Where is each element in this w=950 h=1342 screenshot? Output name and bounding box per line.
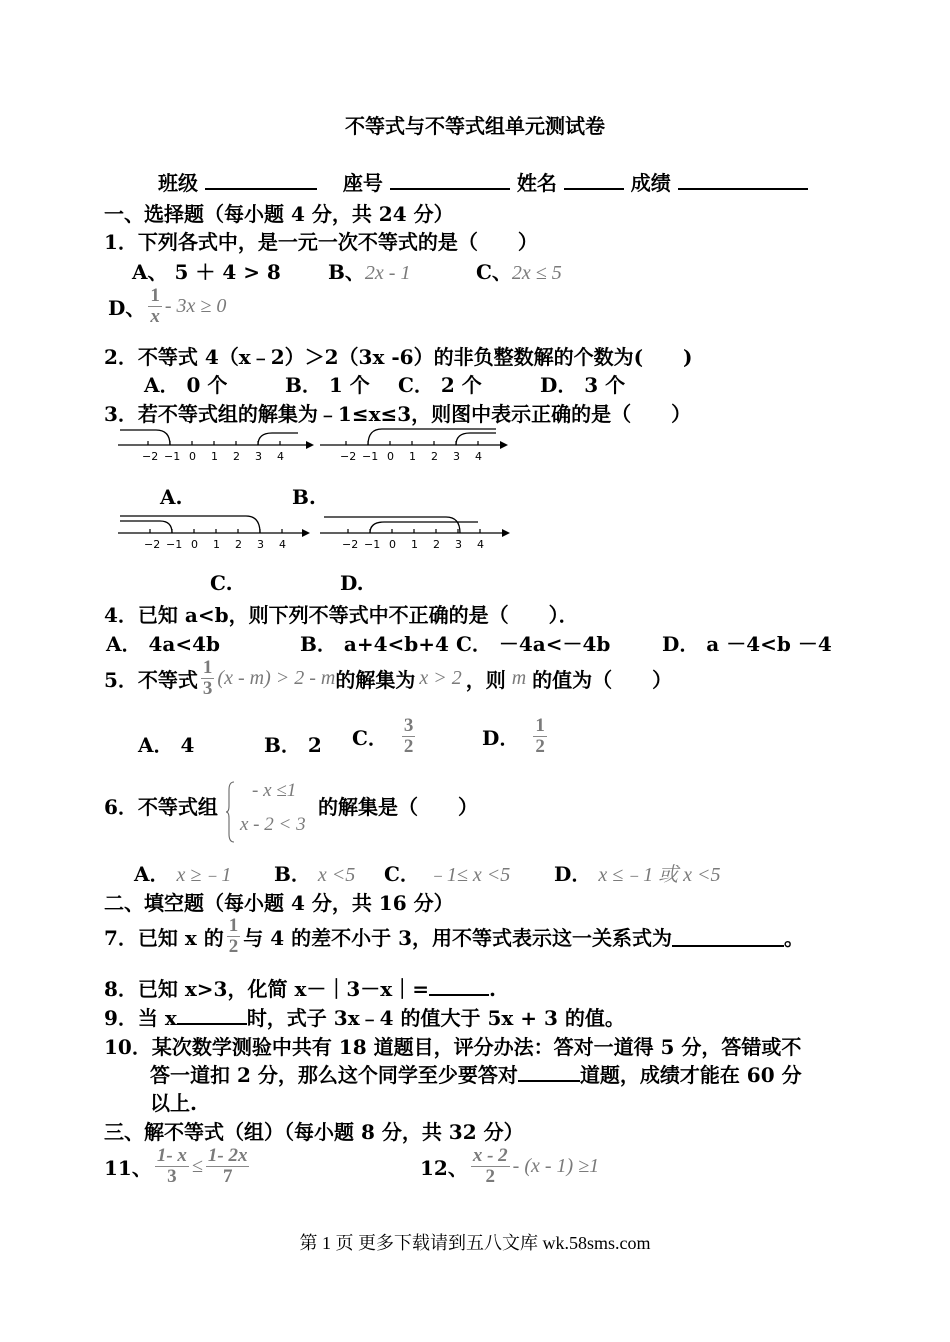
q2-option-d: D． 3 个: [540, 373, 626, 397]
info-line: [158, 167, 808, 196]
q6-stem-pre: 6．不等式组: [104, 795, 218, 819]
score-label: 成绩: [630, 171, 671, 195]
q10-line1: 10．某次数学测验中共有 18 道题目，评分办法：答对一道得 5 分，答错或不: [104, 1035, 802, 1059]
seat-blank[interactable]: [390, 170, 510, 190]
q3-stem: 3．若不等式组的解集为﹣1≤x≤3，则图中表示正确的是（ ）: [104, 402, 692, 426]
q12-fraction: $\frac{x - 2}{2}$: [472, 1145, 508, 1187]
svg-text:−2: −2: [342, 538, 359, 551]
svg-text:−1: −1: [166, 538, 183, 551]
page-footer: 第 1 页 更多下载请到五八文库 wk.58sms.com: [299, 1233, 651, 1253]
class-label: 班级: [158, 171, 198, 195]
q3-label-c: C.: [210, 571, 233, 595]
svg-text:1: 1: [409, 450, 416, 463]
q1-d-fraction: $\frac{1}{x}$: [150, 285, 160, 327]
seat-label: 座号: [342, 171, 383, 195]
q7-blank[interactable]: [672, 927, 784, 947]
q11: 11、 $\frac{1- x}{3}$ ≤ $\frac{1- 2x}{7}$: [104, 1145, 248, 1187]
svg-text:4: 4: [475, 450, 482, 463]
number-line-c: [116, 512, 316, 552]
section-heading-fill: 二、填空题（每小题 4 分，共 16 分）: [104, 891, 454, 915]
q2-option-c: C． 2 个: [398, 373, 482, 397]
q6-line2: x - 2 < 3: [240, 814, 306, 835]
brace-icon: [226, 780, 236, 844]
svg-text:1: 1: [411, 538, 418, 551]
number-line-b: [318, 426, 518, 466]
svg-text:−2: −2: [340, 450, 357, 463]
q7-fraction: $\frac{1}{2}$: [228, 915, 239, 957]
q6-stem-post: 的解集是（ ）: [318, 795, 478, 819]
q10-blank[interactable]: [518, 1062, 580, 1082]
q3-label-d: D.: [340, 571, 364, 595]
q1-option-a: A、 5 ＋ 4 > 8: [132, 260, 281, 284]
q4-option-d: D． a －4<b －4: [662, 632, 832, 656]
svg-text:−2: −2: [142, 450, 159, 463]
svg-text:4: 4: [277, 450, 284, 463]
q11-fraction-left: $\frac{1- x}{3}$: [156, 1145, 187, 1187]
svg-text:3: 3: [255, 450, 262, 463]
svg-text:2: 2: [233, 450, 240, 463]
q5-d-fraction: $\frac{1}{2}$: [535, 715, 545, 757]
number-line-d: [318, 512, 518, 552]
q5-option-c: C． $\frac{3}{2}$: [352, 715, 414, 757]
svg-text:0: 0: [389, 538, 396, 551]
q10-line3: 以上.: [150, 1091, 197, 1115]
svg-text:4: 4: [279, 538, 286, 551]
svg-text:2: 2: [433, 538, 440, 551]
q6-brace: [226, 780, 236, 844]
q8-blank[interactable]: [429, 976, 489, 996]
q6-option-c: C． ﹣1≤ x <5: [384, 862, 511, 886]
section-heading-solve: 三、解不等式（组）（每小题 8 分，共 32 分）: [104, 1120, 524, 1144]
q3-label-a: A.: [160, 485, 183, 509]
q4-option-c: C． －4a<－4b: [456, 632, 611, 656]
q4-option-a: A． 4a<4b: [106, 632, 221, 656]
q5-c-fraction: $\frac{3}{2}$: [403, 715, 414, 757]
svg-text:0: 0: [387, 450, 394, 463]
q2-option-a: A． 0 个: [144, 373, 228, 397]
q6-option-a: A． x ≥﹣1: [134, 862, 232, 886]
svg-text:0: 0: [189, 450, 196, 463]
q6-option-b: B． x <5: [274, 862, 356, 886]
q2-option-b: B． 1 个: [285, 373, 370, 397]
q5-option-a: A． 4: [138, 733, 195, 757]
q12: 12、 $\frac{x - 2}{2}$ - (x - 1) ≥1: [420, 1145, 600, 1187]
page-title: 不等式与不等式组单元测试卷: [345, 114, 605, 138]
svg-text:1: 1: [211, 450, 218, 463]
q1-option-d: D、 $\frac{1}{x}$ - 3x ≥ 0: [108, 285, 227, 327]
q1-option-b: B、2x - 1: [328, 260, 411, 284]
q5-stem: 5．不等式 $\frac{1}{3}$ (x - m) > 2 - m的解集为 x > 2 ，则 m 的值为（ ）: [104, 657, 673, 699]
q4-stem: 4．已知 a<b，则下列不等式中不正确的是（ ）．: [104, 603, 579, 627]
svg-text:1: 1: [213, 538, 220, 551]
svg-text:3: 3: [455, 538, 462, 551]
q6-line1: - x ≤1: [252, 780, 297, 801]
svg-text:3: 3: [257, 538, 264, 551]
svg-text:2: 2: [431, 450, 438, 463]
q1-option-c: C、2x ≤ 5: [476, 260, 562, 284]
class-blank[interactable]: [205, 170, 317, 190]
name-label: 姓名: [516, 171, 557, 195]
svg-text:−1: −1: [164, 450, 181, 463]
svg-text:2: 2: [235, 538, 242, 551]
q4-option-b: B． a+4<b+4: [300, 632, 449, 656]
name-blank[interactable]: [564, 170, 624, 190]
q5-option-b: B． 2: [264, 733, 322, 757]
section-heading-choice: 一、选择题（每小题 4 分，共 24 分）: [104, 202, 454, 226]
q3-label-b: B.: [292, 485, 316, 509]
svg-text:0: 0: [191, 538, 198, 551]
svg-text:−1: −1: [362, 450, 379, 463]
q7: 7．已知 x 的 $\frac{1}{2}$ 与 4 的差不小于 3，用不等式表示这一关系式为 。: [104, 915, 804, 957]
q9: 9．当 x 时，式子 3x﹣4 的值大于 5x + 3 的值。: [104, 1006, 625, 1030]
q8: 8．已知 x>3，化简 x－｜3－x｜= .: [104, 977, 496, 1001]
svg-text:4: 4: [477, 538, 484, 551]
svg-text:−2: −2: [144, 538, 161, 551]
svg-text:−1: −1: [364, 538, 381, 551]
score-blank[interactable]: [678, 170, 808, 190]
q5-fraction: $\frac{1}{3}$: [202, 657, 213, 699]
q9-blank[interactable]: [177, 1005, 247, 1025]
svg-text:3: 3: [453, 450, 460, 463]
q10-line2: 答一道扣 2 分，那么这个同学至少要答对 道题，成绩才能在 60 分: [150, 1063, 802, 1087]
q5-option-d: D． $\frac{1}{2}$: [482, 715, 545, 757]
number-line-a: [116, 426, 316, 466]
q1-stem: 1．下列各式中，是一元一次不等式的是（ ）: [104, 230, 538, 254]
q6-option-d: D． x ≤﹣1 或 x <5: [554, 862, 721, 886]
q11-fraction-right: $\frac{1- 2x}{7}$: [207, 1145, 248, 1187]
q2-stem: 2．不等式 4（x﹣2）＞2（3x -6）的非负整数解的个数为( ): [104, 345, 693, 369]
